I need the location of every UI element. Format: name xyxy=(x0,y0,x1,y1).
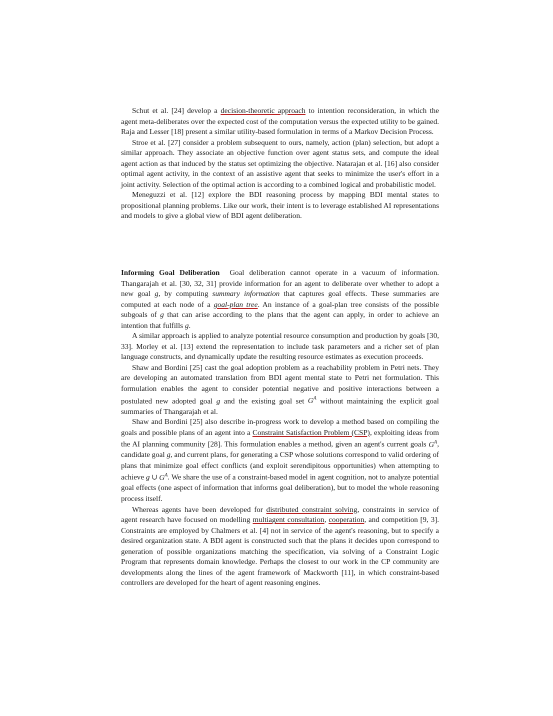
informing-goal-deliberation-section xyxy=(121,268,439,589)
related-work-top xyxy=(121,106,439,222)
paragraph-schut: Schut et al. [24] develop a decision-theoretic approach to intention reconsideration, in which the agent meta-deliberates over the expected cost of the computation versus the expected utility to be gained. Raja and Lesser [18] present a similar utility-based formulation in terms of a Markov Decision Process. xyxy=(121,106,440,137)
paragraph-csp: Shaw and Bordini [25] also describe in-progress work to develop a method based on compiling the goals and possible plans of an agent into a Constraint Satisfaction Problem (CSP), exploiting ideas from the AI planning community [28]. This formulation enables a method, given an agent's current goals $G^A$, candidate goal g, and current plans, for generating a CSP whose solutions correspond to valid ordering of plans that minimize goal effect conflicts (and exploit serendipitous opportunities) when attempting to achieve g ∪ $G^A$. We share the use of a constraint-based model in agent cognition, not to analyze potential goal effects (one aspect of information that informs goal deliberation), but to model the whole reasoning process itself. xyxy=(121,417,439,504)
paragraph-meneguzzi: Meneguzzi et al. [12] explore the BDI reasoning process by mapping BDI mental states to propositional planning problems. Like our work, their intent is to leverage established AI representations and models to give a global view of BDI agent deliberation. xyxy=(121,190,439,221)
paragraph-resource: A similar approach is applied to analyze potential resource consumption and production by goals [30, 33]. Morley et al. [13] extend the representation to include task parameters and a richer set of plan language constructs, and dynamically update the resulting resource estimates as execution proceeds. xyxy=(121,331,439,362)
paragraph-petri: Shaw and Bordini [25] cast the goal adoption problem as a reachability problem in Petri nets. They are developing an automated translation from BDI agent mental state to Petri net formulation. This formulation enables the agent to consider potential negative and positive interactions between a postulated new adopted goal g and the existing goal set $G^A$ without maintaining the explicit goal summaries of Thangarajah et al. xyxy=(121,362,439,416)
paragraph-intro: Informing Goal Deliberation Goal deliberation cannot operate in a vacuum of information. Thangarajah et al. [30, 32, 31] provide information for an agent to deliberate over whether to adopt a new goal g, by computing summary information that captures goal effects. These summaries are computed at each node of a goal-plan tree. An instance of a goal-plan tree consists of the possible subgoals of g that can arise according to the plans that the agent can apply, in order to achieve an intention that fulfills g. xyxy=(121,268,440,330)
section-heading: Informing Goal Deliberation xyxy=(121,268,220,277)
paragraph-constraints: Whereas agents have been developed for distributed constraint solving, constraints in service of agent research have focused on modelling multiagent consultation, cooperation, and competition [9, 3]. Constraints are employed by Chalmers et al. [4] not in service of the agent's reasoning, but to specify a desired organization state. A BDI agent is constructed such that the plans it decides upon correspond to generation of possible organizations matching the specification, via solving of a Constraint Logic Program that represents domain knowledge. Perhaps the closest to our work in the CP community are developments along the lines of the agent framework of Mackworth [11], in which constraint-based controllers are developed for the heart of agent reasoning engines. xyxy=(121,504,440,588)
paragraph-stroe: Stroe et al. [27] consider a problem subsequent to ours, namely, action (plan) selection, but adopt a similar approach. They associate an objective function over agent status sets, and compute the ideal agent action as that induced by the status set optimizing the objective. Natarajan et al. [16] also consider optimal agent activity, in the context of an assistive agent that seeks to minimize the user's effort in a joint activity. Selection of the optimal action is according to a combined logical and probabilistic model. xyxy=(121,137,439,189)
